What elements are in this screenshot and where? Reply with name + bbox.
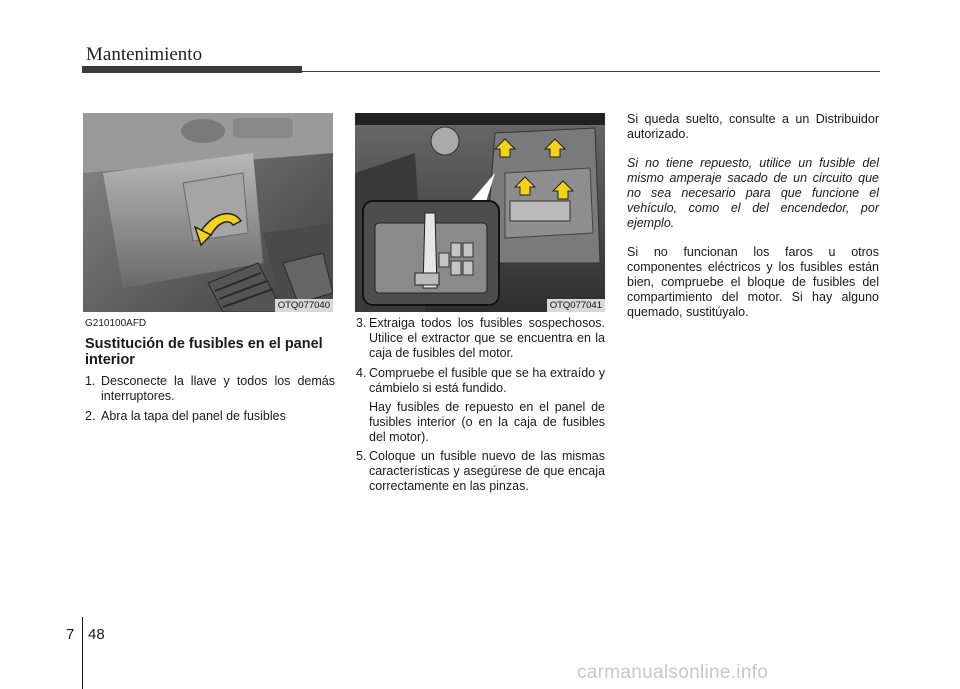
column-3: [627, 112, 879, 334]
figure-code: OTQ077040: [275, 299, 333, 312]
paragraph-check-engine-fuses: Si no funcionan los faros u otros componentes eléctricos y los fusibles están bien, compruebe el bloque de fusibles del compartimiento del motor. Si hay alguno quemado, sustitúyalo.: [627, 245, 879, 319]
step-text: Extraiga todos los fusibles sospechosos. Utilice el extractor que se encuentra en la caja de fusibles del motor.: [369, 316, 605, 360]
engine-bay-illustration: [355, 113, 605, 312]
section-number: 7: [66, 626, 75, 643]
step-number: 5.: [356, 449, 367, 463]
step-3: [356, 316, 605, 361]
step-4-note: Hay fusibles de repuesto en el panel de fusibles interior (o en la caja de fusibles del motor).: [369, 400, 605, 444]
page-header-title: Mantenimiento: [86, 44, 203, 65]
header-rule: [302, 71, 880, 72]
section-heading: Sustitución de fusibles en el panel interior: [85, 336, 323, 368]
interior-fuse-panel-figure: [83, 113, 333, 312]
engine-fuse-box-figure: [355, 113, 605, 312]
page-number: 48: [88, 626, 105, 643]
paragraph-loose: Si queda suelto, consulte a un Distribuidor autorizado.: [627, 112, 879, 141]
step-2: [85, 409, 335, 424]
step-text: Coloque un fusible nuevo de las mismas características y asegúrese de que encaja correctamente en las pinzas.: [369, 449, 605, 493]
step-number: 2.: [85, 409, 96, 423]
step-text: Compruebe el fusible que se ha extraído y cámbielo si está fundido.: [369, 366, 605, 395]
footer-rule: [82, 617, 83, 689]
step-5: [356, 449, 605, 494]
step-4: [356, 366, 605, 396]
step-number: 4.: [356, 366, 367, 380]
header-bar: [82, 66, 302, 73]
step-number: 1.: [85, 374, 96, 388]
column-1: [85, 316, 335, 429]
paragraph-no-spare: Si no tiene repuesto, utilice un fusible del mismo amperaje sacado de un circuito que no sea necesario para que funcione el vehículo, como el del encendedor, por ejemplo.: [627, 156, 879, 230]
step-text: Abra la tapa del panel de fusibles: [101, 409, 286, 423]
figure-code: OTQ077041: [547, 299, 605, 312]
step-number: 3.: [356, 316, 367, 330]
interior-panel-illustration: [83, 113, 333, 312]
step-text: Desconecte la llave y todos los demás interruptores.: [101, 374, 335, 403]
column-2: [356, 316, 605, 499]
section-code: G210100AFD: [85, 318, 147, 329]
step-1: [85, 374, 335, 404]
watermark: carmanualsonline.info: [577, 662, 769, 683]
